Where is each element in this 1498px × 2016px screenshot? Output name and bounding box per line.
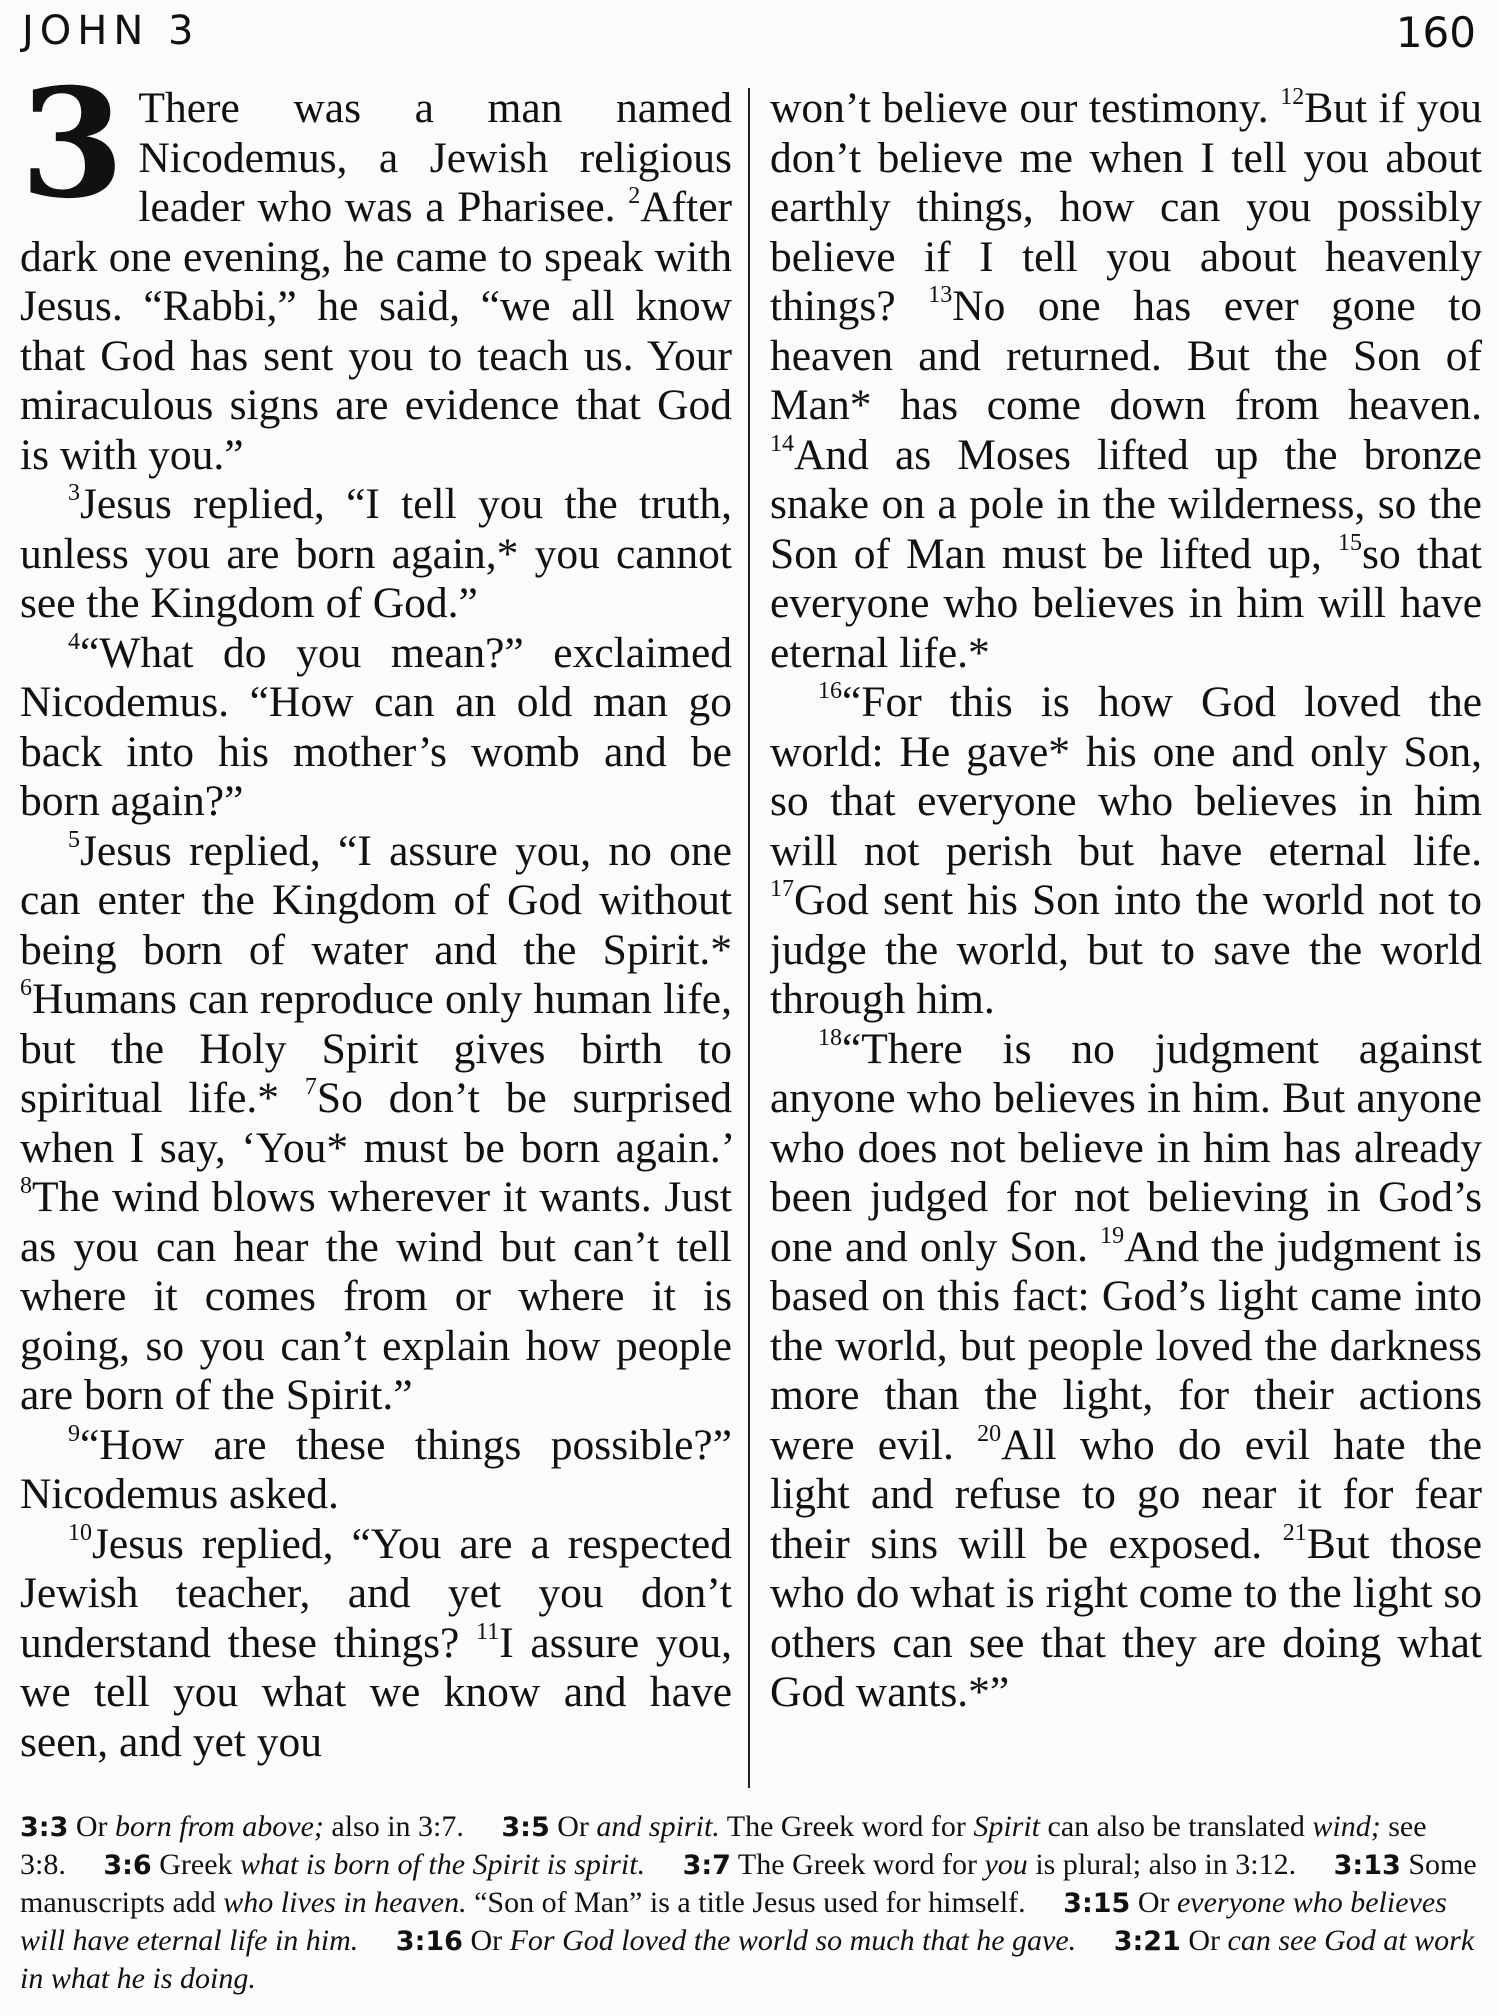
footnote-italic: what is born of the Spirit is spirit. [240,1848,646,1881]
verse-number: 21 [1282,1519,1307,1546]
footnotes [20,1808,1478,1997]
verse-number: 11 [476,1618,500,1645]
verse-text: Jesus replied, “I assure you, no one can enter the Kingdom of God without being born of water and the Spirit.* [20,826,732,974]
footnote-italic: and spirit. [596,1810,720,1843]
paragraph [20,84,732,480]
verse-text: “There is no judgment against anyone who believes in him. But anyone who does not believe in him has already been judged for not believing in God’s one and only Son. [770,1024,1482,1271]
footnote-ref: 3:7 [682,1850,731,1881]
footnote-italic: born from above; [115,1810,324,1843]
verse-number: 14 [770,430,794,457]
right-column [770,84,1482,1796]
paragraph [20,629,732,827]
running-head: JOHN 3 [22,8,200,54]
footnote-italic: can see God at work in what he is doing. [20,1924,1475,1995]
verse-number: 7 [304,1074,317,1100]
verse-text: After dark one evening, he came to speak with Jesus. “Rabbi,” he said, “we all know that God has sent you to teach us. Your miraculous signs are evidence that God is with you.” [20,183,732,479]
verse-number: 12 [1280,84,1305,110]
footnote-pre: Or [557,1810,589,1843]
footnote-ref: 3:15 [1063,1888,1131,1919]
footnote-italic2: Spirit [973,1810,1040,1843]
verse-text: But if you don’t believe me when I tell you about earthly things, how can you possibly believe if I tell you about heavenly things? [770,84,1482,330]
footnote-post: The Greek word for [726,1810,966,1843]
verse-text: so that everyone who believes in him will have eternal life.* [770,529,1482,677]
verse-text: God sent his Son into the world not to judge the world, but to save the world through him. [770,876,1482,1023]
verse-number: 20 [977,1420,1002,1447]
verse-number: 16 [818,678,842,704]
footnote-post2: can also be translated [1047,1810,1305,1843]
verse-number: 3 [68,480,80,506]
verse-number: 13 [928,282,953,308]
verse-text: No one has ever gone to heaven and returned. But the Son of Man* has come down from heaven. [770,282,1482,429]
verse-number: 9 [68,1420,80,1447]
paragraph [20,480,732,629]
verse-text: The wind blows wherever it wants. Just as you can hear the wind but can’t tell where it comes from or where it is going, so you can’t explain how people are born of the Spirit.” [20,1173,732,1419]
verse-text: won’t believe our testimony. [770,84,1269,132]
verse-text: So don’t be surprised when I say, ‘You* must be born again.’ [20,1074,732,1172]
footnote-post: “Son of Man” is a title Jesus used for himself. [474,1886,1026,1919]
footnote-ref: 3:5 [501,1812,550,1843]
verse-number: 17 [770,876,794,902]
verse-number: 8 [20,1173,32,1199]
paragraph [20,1421,732,1520]
footnote-pre: Greek [159,1848,233,1881]
verse-text: “What do you mean?” exclaimed Nicodemus. “How can an old man go back into his mother’s womb and be born again?” [20,628,732,825]
chapter-drop-cap: 3 [20,84,125,232]
verse-number: 4 [68,628,80,655]
verse-number: 2 [628,183,641,209]
footnote-italic: everyone who believes will have eternal life in him. [20,1886,1447,1957]
verse-number: 10 [68,1519,92,1546]
footnote-post: also in 3:7. [331,1810,464,1843]
verse-text: Humans can reproduce only human life, but the Holy Spirit gives birth to spiritual life.* [20,975,732,1122]
footnote [396,1924,1084,1957]
footnote-pre: Or [75,1810,108,1843]
footnote-italic: who lives in heaven. [223,1886,467,1919]
paragraph [770,84,1482,678]
page-number: 160 [1395,8,1476,57]
verse-text: Jesus replied, “You are a respected Jewish teacher, and yet you don’t understand these things? [20,1519,732,1667]
paragraph [770,678,1482,1025]
footnote-ref: 3:3 [20,1812,69,1843]
verse-text: Jesus replied, “I tell you the truth, unless you are born again,* you cannot see the Kingdom of God.” [20,480,732,627]
verse-number: 6 [20,975,32,1001]
footnote-ref: 3:6 [103,1850,152,1881]
footnote-pre: Or [1137,1886,1170,1919]
paragraph [20,827,732,1421]
verse-text: And the judgment is based on this fact: God’s light came into the world, but people loved the darkness more than the light, for their actions were evil. [770,1222,1482,1469]
verse-number: 19 [1100,1222,1125,1249]
footnote [20,1810,471,1843]
footnote-ref: 3:13 [1333,1850,1401,1881]
verse-text: There was a man named Nicodemus, a Jewish religious leader who was a Pharisee. [138,84,732,231]
verse-text: “How are these things possible?” Nicodemus asked. [20,1420,732,1518]
footnote-ref: 3:16 [395,1926,463,1957]
paragraph [770,1025,1482,1718]
footnote-italic3: wind; [1312,1810,1381,1843]
footnote-post3: see 3:8. [20,1810,1427,1881]
verse-number: 5 [68,826,80,853]
column-divider [748,88,750,1788]
verse-text: All who do evil hate the light and refuse to go near it for fear their sins will be exposed. [770,1420,1482,1568]
footnote-pre: Or [1188,1924,1221,1957]
verse-text: But those who do what is right come to the light so others can see that they are doing what God wants.*” [770,1519,1482,1716]
footnote-pre: Some manuscripts add [20,1848,1477,1919]
footnote [103,1848,652,1881]
verse-number: 18 [818,1024,842,1051]
paragraph [20,1520,732,1768]
footnote-pre: Or [470,1924,503,1957]
left-column [20,84,732,1796]
verse-text: And as Moses lifted up the bronze snake on a pole in the wilderness, so the Son of Man must be lifted up, [770,430,1482,578]
footnote-pre: The Greek word for [737,1848,977,1881]
verse-text: “For this is how God loved the world: He gave* his one and only Son, so that everyone who believes in him will not perish but have eternal life. [770,678,1482,875]
footnote-italic: you [984,1848,1028,1881]
verse-text: I assure you, we tell you what we know and have seen, and yet you [20,1618,732,1766]
footnote-italic: For God loved the world so much that he gave. [509,1924,1077,1957]
page-header [22,8,1476,68]
verse-number: 15 [1338,529,1363,556]
footnote [683,1848,1304,1881]
footnote-ref: 3:21 [1113,1926,1181,1957]
footnote-post: is plural; also in 3:12. [1035,1848,1297,1881]
